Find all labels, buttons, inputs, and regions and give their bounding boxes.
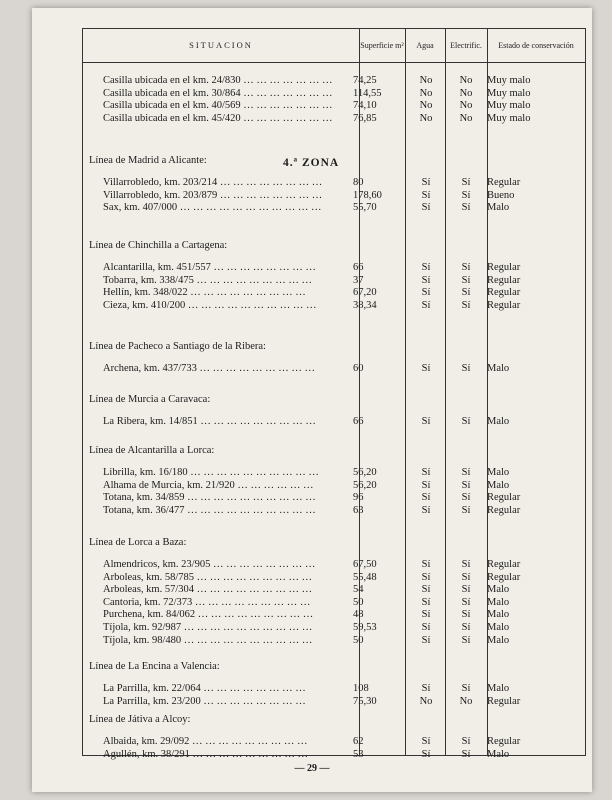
estado-cell: Malo (487, 622, 510, 633)
superficie-cell: 74,25 (353, 75, 377, 86)
table-row (83, 584, 585, 597)
table-row (83, 177, 585, 190)
electrific-cell: Sí (461, 571, 471, 583)
superficie-cell: 38,34 (353, 299, 377, 311)
agua-cell: Sí (421, 596, 431, 608)
electrific-cell: Sí (461, 467, 471, 478)
page-number: — 29 — (294, 763, 330, 774)
line-title: Línea de La Encina a Valencia: (89, 661, 220, 672)
line-title: Línea de Madrid a Alicante: (89, 155, 207, 166)
table-row (83, 683, 585, 696)
agua-cell: Sí (421, 177, 431, 188)
estado-cell: Malo (487, 479, 510, 491)
situacion-cell: Purchena, km. 84/062 … … … … … … … … … (103, 609, 314, 621)
electrific-cell: Sí (461, 262, 471, 273)
situacion-cell: Tíjola, km. 92/987 … … … … … … … … … … (103, 622, 313, 633)
superficie-cell: 66 (353, 262, 364, 273)
estado-cell: Malo (487, 634, 510, 646)
table-row (83, 467, 585, 480)
agua-cell: No (419, 695, 433, 707)
electrific-cell: Sí (461, 189, 471, 201)
table-row (83, 609, 585, 622)
situacion-cell: Arboleas, km. 58/785 … … … … … … … … … (103, 571, 313, 583)
situacion-cell: Tíjola, km. 98/480 … … … … … … … … … … (103, 634, 313, 646)
table-row (83, 100, 585, 113)
superficie-cell: 114,55 (353, 87, 382, 99)
situacion-cell: Librilla, km. 16/180 … … … … … … … … … … (103, 467, 319, 478)
estado-cell: Malo (487, 748, 510, 760)
agua-cell: No (419, 75, 433, 86)
estado-cell: Bueno (487, 189, 515, 201)
table-row (83, 597, 585, 610)
agua-cell: No (419, 87, 433, 99)
agua-cell: Sí (421, 571, 431, 583)
estado-cell: Regular (487, 177, 521, 188)
electrific-cell: Sí (461, 736, 471, 747)
electrific-cell: Sí (461, 202, 471, 214)
superficie-cell: 60 (353, 363, 364, 374)
electrific-cell: Sí (461, 504, 471, 516)
superficie-cell: 62 (353, 736, 364, 747)
line-title: Línea de Játiva a Alcoy: (89, 714, 191, 725)
estado-cell: Regular (487, 736, 521, 747)
superficie-cell: 74,10 (353, 100, 377, 111)
header-superficie: Superficie m² (360, 41, 404, 50)
header-estado: Estado de conservación (498, 41, 574, 50)
electrific-cell: No (459, 112, 473, 124)
electrific-cell: Sí (461, 492, 471, 504)
electrific-cell: Sí (461, 634, 471, 646)
situacion-cell: Casilla ubicada en el km. 24/830 … … … … … … … (103, 75, 333, 86)
electrific-cell: Sí (461, 363, 471, 374)
table-row (83, 300, 585, 313)
electrific-cell: Sí (461, 622, 471, 633)
superficie-cell: 55,70 (353, 202, 377, 214)
situacion-cell: Totana, km. 34/859 … … … … … … … … … … (103, 492, 316, 504)
agua-cell: Sí (421, 584, 431, 596)
electrific-cell: Sí (461, 274, 471, 286)
table-row (83, 275, 585, 288)
agua-cell: Sí (421, 559, 431, 570)
electrific-cell: Sí (461, 559, 471, 570)
estado-cell: Regular (487, 571, 521, 583)
table-row (83, 287, 585, 300)
superficie-cell: 75,30 (353, 695, 377, 707)
agua-cell: Sí (421, 363, 431, 374)
electrific-cell: Sí (461, 416, 471, 427)
estado-cell: Regular (487, 559, 521, 570)
electrific-cell: No (459, 695, 473, 707)
agua-cell: Sí (421, 609, 431, 621)
estado-cell: Muy malo (487, 112, 531, 124)
superficie-cell: 50 (353, 634, 364, 646)
situacion-cell: Albaida, km. 29/092 … … … … … … … … … (103, 736, 308, 747)
superficie-cell: 80 (353, 177, 364, 188)
agua-cell: Sí (421, 479, 431, 491)
superficie-cell: 96 (353, 492, 364, 504)
electrific-cell: No (459, 87, 473, 99)
situacion-cell: Villarrobledo, km. 203/879 … … … … … … … … (103, 189, 323, 201)
table-row (83, 416, 585, 429)
agua-cell: Sí (421, 416, 431, 427)
agua-cell: Sí (421, 274, 431, 286)
agua-cell: Sí (421, 622, 431, 633)
table-row (83, 492, 585, 505)
estado-cell: Muy malo (487, 87, 531, 99)
agua-cell: Sí (421, 634, 431, 646)
agua-cell: Sí (421, 748, 431, 760)
estado-cell: Malo (487, 683, 510, 694)
electrific-cell: Sí (461, 299, 471, 311)
line-title: Línea de Lorca a Baza: (89, 537, 187, 548)
estado-cell: Malo (487, 596, 510, 608)
line-title: Línea de Chinchilla a Cartagena: (89, 240, 228, 251)
electrific-cell: Sí (461, 748, 471, 760)
table-row (83, 363, 585, 376)
superficie-cell: 54 (353, 584, 364, 596)
electrific-cell: Sí (461, 609, 471, 621)
table-row (83, 88, 585, 101)
electrific-cell: Sí (461, 584, 471, 596)
table-row (83, 190, 585, 203)
superficie-cell: 66 (353, 416, 364, 427)
situacion-cell: Casilla ubicada en el km. 45/420 … … … … … … … (103, 112, 333, 124)
table-row (83, 749, 585, 762)
agua-cell: No (419, 100, 433, 111)
estado-cell: Malo (487, 363, 510, 374)
superficie-cell: 48 (353, 609, 364, 621)
agua-cell: Sí (421, 299, 431, 311)
situacion-cell: Sax, km. 407/000 … … … … … … … … … … … (103, 202, 322, 214)
electrific-cell: No (459, 75, 473, 86)
situacion-cell: Hellín, km. 348/022 … … … … … … … … … (103, 287, 306, 299)
line-title: Línea de Alcantarilla a Lorca: (89, 445, 215, 456)
table-header (83, 29, 585, 63)
situacion-cell: Casilla ubicada en el km. 30/864 … … … … … … … (103, 87, 333, 99)
superficie-cell: 55,48 (353, 571, 377, 583)
situacion-cell: Cieza, km. 410/200 … … … … … … … … … … (103, 299, 317, 311)
agua-cell: Sí (421, 287, 431, 299)
superficie-cell: 56,20 (353, 467, 377, 478)
superficie-cell: 67,20 (353, 287, 377, 299)
table-row (83, 635, 585, 648)
header-situacion: SITUACION (189, 40, 253, 50)
table-row (83, 736, 585, 749)
situacion-cell: Casilla ubicada en el km. 40/569 … … … … … … … (103, 100, 333, 111)
agua-cell: Sí (421, 736, 431, 747)
estado-cell: Regular (487, 504, 521, 516)
estado-cell: Malo (487, 467, 510, 478)
electrific-cell: Sí (461, 177, 471, 188)
table-row (83, 480, 585, 493)
situacion-cell: Cantoria, km. 72/373 … … … … … … … … … (103, 596, 311, 608)
estado-cell: Malo (487, 416, 510, 427)
zona-heading: 4.ª ZONA (283, 157, 340, 169)
estado-cell: Regular (487, 299, 521, 311)
superficie-cell: 63 (353, 504, 364, 516)
estado-cell: Malo (487, 609, 510, 621)
table-row (83, 75, 585, 88)
electrific-cell: No (459, 100, 473, 111)
header-agua: Agua (416, 41, 434, 50)
data-table (82, 28, 586, 760)
electrific-cell: Sí (461, 683, 471, 694)
table-row (83, 622, 585, 635)
estado-cell: Muy malo (487, 100, 531, 111)
electrific-cell: Sí (461, 596, 471, 608)
situacion-cell: La Ribera, km. 14/851 … … … … … … … … … (103, 416, 316, 427)
estado-cell: Malo (487, 202, 510, 214)
electrific-cell: Sí (461, 287, 471, 299)
agua-cell: No (419, 112, 433, 124)
superficie-cell: 108 (353, 683, 369, 694)
line-title: Línea de Murcia a Caravaca: (89, 394, 211, 405)
situacion-cell: Almendricos, km. 23/905 … … … … … … … … (103, 559, 316, 570)
superficie-cell: 56,20 (353, 479, 377, 491)
estado-cell: Muy malo (487, 75, 531, 86)
table-row (83, 696, 585, 709)
table-row (83, 505, 585, 518)
superficie-cell: 76,85 (353, 112, 377, 124)
table-row (83, 559, 585, 572)
superficie-cell: 59,53 (353, 622, 377, 633)
superficie-cell: 53 (353, 748, 364, 760)
situacion-cell: Tobarra, km. 338/475 … … … … … … … … … (103, 274, 312, 286)
situacion-cell: Alhama de Murcia, km. 21/920 … … … … … … (103, 479, 314, 491)
situacion-cell: Agullén, km. 38/291 … … … … … … … … … (103, 748, 309, 760)
agua-cell: Sí (421, 262, 431, 273)
situacion-cell: La Parrilla, km. 23/200 … … … … … … … … (103, 695, 306, 707)
estado-cell: Regular (487, 262, 521, 273)
agua-cell: Sí (421, 683, 431, 694)
estado-cell: Regular (487, 274, 521, 286)
agua-cell: Sí (421, 202, 431, 214)
situacion-cell: Villarrobledo, km. 203/214 … … … … … … … … (103, 177, 323, 188)
superficie-cell: 37 (353, 274, 364, 286)
superficie-cell: 50 (353, 596, 364, 608)
estado-cell: Regular (487, 287, 521, 299)
table-row (83, 572, 585, 585)
table-row (83, 113, 585, 126)
agua-cell: Sí (421, 467, 431, 478)
table-row (83, 262, 585, 275)
situacion-cell: Alcantarilla, km. 451/557 … … … … … … … … (103, 262, 316, 273)
agua-cell: Sí (421, 189, 431, 201)
agua-cell: Sí (421, 504, 431, 516)
situacion-cell: Arboleas, km. 57/304 … … … … … … … … … (103, 584, 313, 596)
situacion-cell: La Parrilla, km. 22/064 … … … … … … … … (103, 683, 306, 694)
estado-cell: Regular (487, 492, 521, 504)
table-row (83, 202, 585, 215)
agua-cell: Sí (421, 492, 431, 504)
estado-cell: Malo (487, 584, 510, 596)
situacion-cell: Archena, km. 437/733 … … … … … … … … … (103, 363, 316, 374)
line-title: Línea de Pacheco a Santiago de la Ribera: (89, 341, 266, 352)
header-electrific: Electrific. (450, 41, 482, 50)
electrific-cell: Sí (461, 479, 471, 491)
superficie-cell: 178,60 (353, 189, 382, 201)
estado-cell: Regular (487, 695, 521, 707)
superficie-cell: 67,50 (353, 559, 377, 570)
situacion-cell: Totana, km. 36/477 … … … … … … … … … … (103, 504, 316, 516)
document-page (32, 8, 592, 792)
